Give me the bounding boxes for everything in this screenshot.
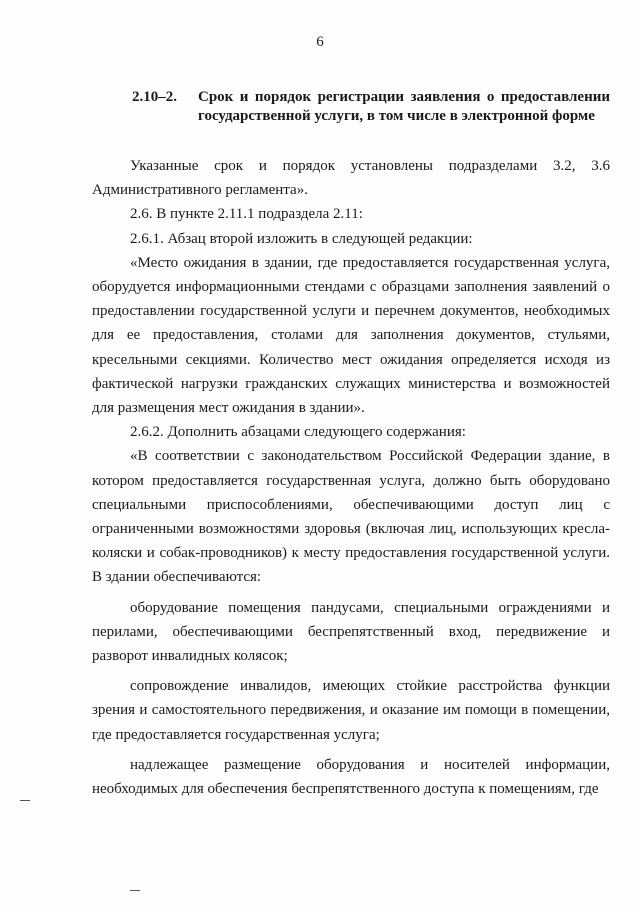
body-text	[92, 154, 610, 801]
paragraph: 2.6. В пункте 2.11.1 подраздела 2.11:	[130, 206, 363, 223]
paragraph: Указанные срок и порядок установлены подразделами 3.2, 3.6 Административного регламента».	[92, 158, 610, 199]
paragraph: сопровождение инвалидов, имеющих стойкие расстройства функции зрения и самостоятельного передвижения, и оказание им помощи в помещении, где предоставляется государственная услуга;	[92, 678, 610, 743]
paragraph: оборудование помещения пандусами, специальными ограждениями и перилами, обеспечивающими беспрепятственный вход, передвижение и разворот инвалидных колясок;	[92, 599, 610, 665]
paragraph: 2.6.1. Абзац второй изложить в следующей редакции:	[130, 230, 473, 247]
scan-artifact	[20, 800, 30, 801]
paragraph: 2.6.2. Дополнить абзацами следующего содержания:	[130, 424, 466, 441]
paragraph: «В соответствии с законодательством Российской Федерации здание, в котором предоставляется государственная услуга, должно быть оборудовано специальными приспособлениями, обеспечивающими доступ лиц с ограниченными возможностями здоровья (включая лиц, использующих кресла-коляски и собак-проводников) к месту предоставления государственной услуги. В здании обеспечиваются:	[92, 448, 610, 586]
paragraph: надлежащее размещение оборудования и носителей информации, необходимых для обеспечения беспрепятственного доступа к помещениям, где	[92, 756, 610, 798]
section-heading	[132, 88, 610, 126]
scan-artifact	[130, 890, 140, 891]
section-heading-title: Срок и порядок регистрации заявления о предоставлении государственной услуги, в том числе в электронной форме	[198, 89, 610, 124]
paragraph: «Место ожидания в здании, где предоставляется государственная услуга, оборудуется информационными стендами с образцами заполнения заявлений о предоставлении государственной услуги и перечнем документов, необходимых для ее предоставления, столами для заполнения документов, стульями, кресельными секциями. Количество мест ожидания определяется исходя из фактической нагрузки гражданских служащих министерства и возможностей для размещения мест ожидания в здании».	[92, 254, 610, 417]
section-heading-number: 2.10–2.	[132, 89, 177, 105]
page-number: 6	[316, 34, 324, 50]
